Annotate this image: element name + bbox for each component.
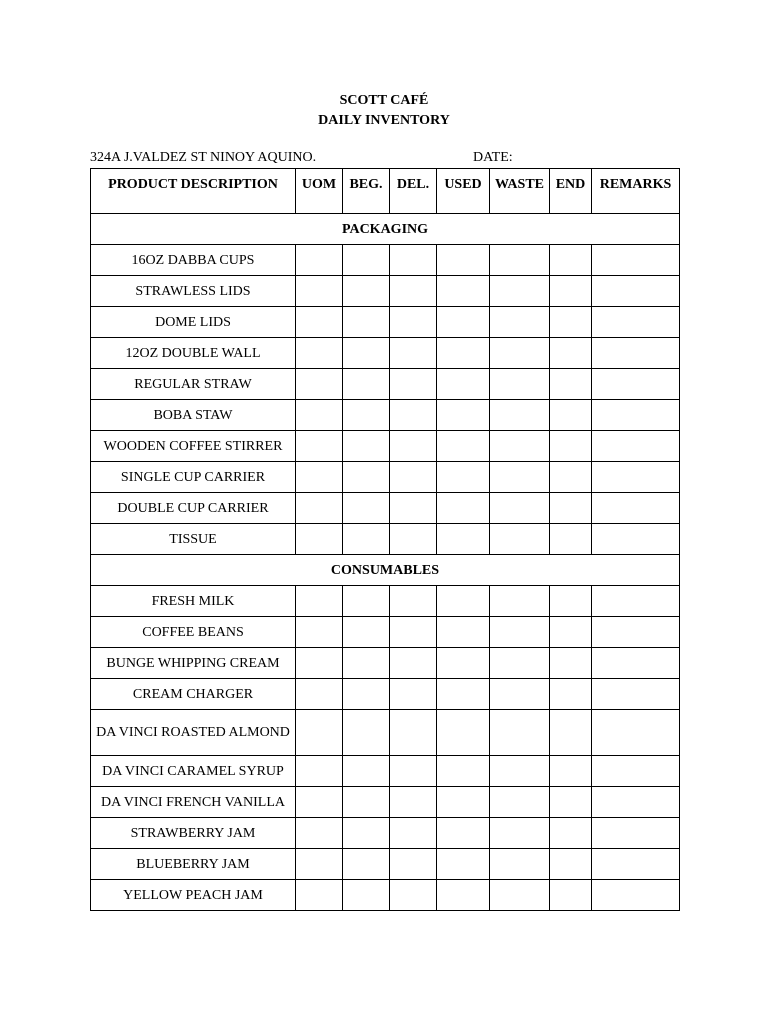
column-header-beg: BEG. bbox=[343, 169, 390, 214]
remarks-cell[interactable] bbox=[592, 617, 680, 648]
waste-cell[interactable] bbox=[490, 493, 550, 524]
product-description-cell: WOODEN COFFEE STIRRER bbox=[91, 431, 296, 462]
product-description-cell: BLUEBERRY JAM bbox=[91, 849, 296, 880]
product-description-cell: DOME LIDS bbox=[91, 307, 296, 338]
remarks-cell[interactable] bbox=[592, 462, 680, 493]
waste-cell[interactable] bbox=[490, 710, 550, 756]
used-cell[interactable] bbox=[437, 276, 490, 307]
uom-cell[interactable] bbox=[296, 710, 343, 756]
beg-cell[interactable] bbox=[343, 710, 390, 756]
uom-cell[interactable] bbox=[296, 880, 343, 911]
waste-cell[interactable] bbox=[490, 880, 550, 911]
waste-cell[interactable] bbox=[490, 338, 550, 369]
del-cell[interactable] bbox=[390, 524, 437, 555]
product-description-cell: DA VINCI ROASTED ALMOND bbox=[91, 710, 296, 756]
del-cell[interactable] bbox=[390, 679, 437, 710]
uom-cell[interactable] bbox=[296, 524, 343, 555]
used-cell[interactable] bbox=[437, 400, 490, 431]
remarks-cell[interactable] bbox=[592, 586, 680, 617]
table-row bbox=[91, 369, 680, 400]
end-cell[interactable] bbox=[550, 245, 592, 276]
waste-cell[interactable] bbox=[490, 849, 550, 880]
section-row bbox=[91, 555, 680, 586]
product-description-cell: TISSUE bbox=[91, 524, 296, 555]
del-cell[interactable] bbox=[390, 431, 437, 462]
product-description-cell: 12OZ DOUBLE WALL bbox=[91, 338, 296, 369]
del-cell[interactable] bbox=[390, 787, 437, 818]
column-header-del: DEL. bbox=[390, 169, 437, 214]
used-cell[interactable] bbox=[437, 849, 490, 880]
del-cell[interactable] bbox=[390, 493, 437, 524]
remarks-cell[interactable] bbox=[592, 756, 680, 787]
end-cell[interactable] bbox=[550, 880, 592, 911]
del-cell[interactable] bbox=[390, 338, 437, 369]
section-heading: PACKAGING bbox=[91, 214, 680, 245]
remarks-cell[interactable] bbox=[592, 787, 680, 818]
end-cell[interactable] bbox=[550, 818, 592, 849]
remarks-cell[interactable] bbox=[592, 493, 680, 524]
uom-cell[interactable] bbox=[296, 431, 343, 462]
end-cell[interactable] bbox=[550, 524, 592, 555]
section-heading: CONSUMABLES bbox=[91, 555, 680, 586]
product-description-cell: STRAWLESS LIDS bbox=[91, 276, 296, 307]
uom-cell[interactable] bbox=[296, 849, 343, 880]
column-header-uom: UOM bbox=[296, 169, 343, 214]
uom-cell[interactable] bbox=[296, 369, 343, 400]
remarks-cell[interactable] bbox=[592, 369, 680, 400]
end-cell[interactable] bbox=[550, 787, 592, 818]
product-description-cell: DA VINCI FRENCH VANILLA bbox=[91, 787, 296, 818]
product-description-cell: BUNGE WHIPPING CREAM bbox=[91, 648, 296, 679]
beg-cell[interactable] bbox=[343, 307, 390, 338]
uom-cell[interactable] bbox=[296, 462, 343, 493]
product-description-cell: REGULAR STRAW bbox=[91, 369, 296, 400]
product-description-cell: SINGLE CUP CARRIER bbox=[91, 462, 296, 493]
remarks-cell[interactable] bbox=[592, 524, 680, 555]
table-row bbox=[91, 338, 680, 369]
column-header-used: USED bbox=[437, 169, 490, 214]
beg-cell[interactable] bbox=[343, 493, 390, 524]
used-cell[interactable] bbox=[437, 493, 490, 524]
uom-cell[interactable] bbox=[296, 818, 343, 849]
used-cell[interactable] bbox=[437, 787, 490, 818]
beg-cell[interactable] bbox=[343, 756, 390, 787]
beg-cell[interactable] bbox=[343, 400, 390, 431]
uom-cell[interactable] bbox=[296, 756, 343, 787]
end-cell[interactable] bbox=[550, 431, 592, 462]
product-description-cell: DA VINCI CARAMEL SYRUP bbox=[91, 756, 296, 787]
product-description-cell: 16OZ DABBA CUPS bbox=[91, 245, 296, 276]
end-cell[interactable] bbox=[550, 307, 592, 338]
product-description-cell: BOBA STAW bbox=[91, 400, 296, 431]
table-row bbox=[91, 710, 680, 756]
beg-cell[interactable] bbox=[343, 787, 390, 818]
del-cell[interactable] bbox=[390, 586, 437, 617]
del-cell[interactable] bbox=[390, 400, 437, 431]
header-row bbox=[91, 169, 680, 214]
used-cell[interactable] bbox=[437, 648, 490, 679]
product-description-cell: DOUBLE CUP CARRIER bbox=[91, 493, 296, 524]
date-label: DATE: bbox=[473, 150, 513, 165]
remarks-cell[interactable] bbox=[592, 710, 680, 756]
beg-cell[interactable] bbox=[343, 617, 390, 648]
remarks-cell[interactable] bbox=[592, 400, 680, 431]
del-cell[interactable] bbox=[390, 756, 437, 787]
uom-cell[interactable] bbox=[296, 276, 343, 307]
del-cell[interactable] bbox=[390, 880, 437, 911]
used-cell[interactable] bbox=[437, 245, 490, 276]
product-description-cell: YELLOW PEACH JAM bbox=[91, 880, 296, 911]
end-cell[interactable] bbox=[550, 710, 592, 756]
del-cell[interactable] bbox=[390, 818, 437, 849]
uom-cell[interactable] bbox=[296, 307, 343, 338]
del-cell[interactable] bbox=[390, 849, 437, 880]
remarks-cell[interactable] bbox=[592, 431, 680, 462]
end-cell[interactable] bbox=[550, 617, 592, 648]
address: 324A J.VALDEZ ST NINOY AQUINO. bbox=[90, 150, 317, 165]
end-cell[interactable] bbox=[550, 276, 592, 307]
waste-cell[interactable] bbox=[490, 586, 550, 617]
end-cell[interactable] bbox=[550, 586, 592, 617]
waste-cell[interactable] bbox=[490, 787, 550, 818]
table-row bbox=[91, 648, 680, 679]
used-cell[interactable] bbox=[437, 307, 490, 338]
remarks-cell[interactable] bbox=[592, 648, 680, 679]
end-cell[interactable] bbox=[550, 493, 592, 524]
used-cell[interactable] bbox=[437, 586, 490, 617]
waste-cell[interactable] bbox=[490, 524, 550, 555]
column-header-waste: WASTE bbox=[490, 169, 550, 214]
beg-cell[interactable] bbox=[343, 524, 390, 555]
end-cell[interactable] bbox=[550, 679, 592, 710]
product-description-cell: STRAWBERRY JAM bbox=[91, 818, 296, 849]
used-cell[interactable] bbox=[437, 880, 490, 911]
table-row bbox=[91, 493, 680, 524]
del-cell[interactable] bbox=[390, 462, 437, 493]
inventory-table bbox=[90, 168, 680, 911]
used-cell[interactable] bbox=[437, 462, 490, 493]
del-cell[interactable] bbox=[390, 710, 437, 756]
uom-cell[interactable] bbox=[296, 648, 343, 679]
product-description-cell: FRESH MILK bbox=[91, 586, 296, 617]
uom-cell[interactable] bbox=[296, 617, 343, 648]
table-row bbox=[91, 400, 680, 431]
table-row bbox=[91, 880, 680, 911]
table-row bbox=[91, 787, 680, 818]
end-cell[interactable] bbox=[550, 369, 592, 400]
table-row bbox=[91, 245, 680, 276]
table-row bbox=[91, 524, 680, 555]
column-header-product-description: PRODUCT DESCRIPTION bbox=[91, 169, 296, 214]
end-cell[interactable] bbox=[550, 849, 592, 880]
table-row bbox=[91, 818, 680, 849]
document-subtitle: DAILY INVENTORY bbox=[318, 113, 450, 128]
end-cell[interactable] bbox=[550, 400, 592, 431]
waste-cell[interactable] bbox=[490, 245, 550, 276]
table-row bbox=[91, 276, 680, 307]
column-header-end: END bbox=[550, 169, 592, 214]
waste-cell[interactable] bbox=[490, 462, 550, 493]
end-cell[interactable] bbox=[550, 462, 592, 493]
beg-cell[interactable] bbox=[343, 818, 390, 849]
del-cell[interactable] bbox=[390, 369, 437, 400]
beg-cell[interactable] bbox=[343, 849, 390, 880]
remarks-cell[interactable] bbox=[592, 245, 680, 276]
waste-cell[interactable] bbox=[490, 679, 550, 710]
uom-cell[interactable] bbox=[296, 245, 343, 276]
del-cell[interactable] bbox=[390, 617, 437, 648]
end-cell[interactable] bbox=[550, 338, 592, 369]
uom-cell[interactable] bbox=[296, 338, 343, 369]
remarks-cell[interactable] bbox=[592, 880, 680, 911]
waste-cell[interactable] bbox=[490, 648, 550, 679]
beg-cell[interactable] bbox=[343, 276, 390, 307]
table-row bbox=[91, 679, 680, 710]
waste-cell[interactable] bbox=[490, 400, 550, 431]
beg-cell[interactable] bbox=[343, 431, 390, 462]
table-row bbox=[91, 586, 680, 617]
remarks-cell[interactable] bbox=[592, 276, 680, 307]
used-cell[interactable] bbox=[437, 617, 490, 648]
del-cell[interactable] bbox=[390, 648, 437, 679]
section-row bbox=[91, 214, 680, 245]
del-cell[interactable] bbox=[390, 245, 437, 276]
used-cell[interactable] bbox=[437, 756, 490, 787]
remarks-cell[interactable] bbox=[592, 679, 680, 710]
table-row bbox=[91, 462, 680, 493]
used-cell[interactable] bbox=[437, 431, 490, 462]
waste-cell[interactable] bbox=[490, 307, 550, 338]
uom-cell[interactable] bbox=[296, 679, 343, 710]
used-cell[interactable] bbox=[437, 338, 490, 369]
column-header-remarks: REMARKS bbox=[592, 169, 680, 214]
beg-cell[interactable] bbox=[343, 369, 390, 400]
product-description-cell: CREAM CHARGER bbox=[91, 679, 296, 710]
used-cell[interactable] bbox=[437, 369, 490, 400]
uom-cell[interactable] bbox=[296, 586, 343, 617]
beg-cell[interactable] bbox=[343, 880, 390, 911]
del-cell[interactable] bbox=[390, 307, 437, 338]
table-row bbox=[91, 617, 680, 648]
uom-cell[interactable] bbox=[296, 493, 343, 524]
document-title: SCOTT CAFÉ bbox=[339, 93, 429, 108]
beg-cell[interactable] bbox=[343, 648, 390, 679]
beg-cell[interactable] bbox=[343, 462, 390, 493]
table-body bbox=[91, 214, 680, 911]
waste-cell[interactable] bbox=[490, 617, 550, 648]
waste-cell[interactable] bbox=[490, 276, 550, 307]
remarks-cell[interactable] bbox=[592, 307, 680, 338]
waste-cell[interactable] bbox=[490, 369, 550, 400]
uom-cell[interactable] bbox=[296, 787, 343, 818]
remarks-cell[interactable] bbox=[592, 818, 680, 849]
remarks-cell[interactable] bbox=[592, 849, 680, 880]
waste-cell[interactable] bbox=[490, 756, 550, 787]
table-row bbox=[91, 849, 680, 880]
beg-cell[interactable] bbox=[343, 679, 390, 710]
table-row bbox=[91, 431, 680, 462]
waste-cell[interactable] bbox=[490, 818, 550, 849]
beg-cell[interactable] bbox=[343, 338, 390, 369]
used-cell[interactable] bbox=[437, 710, 490, 756]
end-cell[interactable] bbox=[550, 648, 592, 679]
used-cell[interactable] bbox=[437, 818, 490, 849]
del-cell[interactable] bbox=[390, 276, 437, 307]
end-cell[interactable] bbox=[550, 756, 592, 787]
product-description-cell: COFFEE BEANS bbox=[91, 617, 296, 648]
beg-cell[interactable] bbox=[343, 586, 390, 617]
used-cell[interactable] bbox=[437, 524, 490, 555]
remarks-cell[interactable] bbox=[592, 338, 680, 369]
beg-cell[interactable] bbox=[343, 245, 390, 276]
table-row bbox=[91, 307, 680, 338]
table-row bbox=[91, 756, 680, 787]
used-cell[interactable] bbox=[437, 679, 490, 710]
waste-cell[interactable] bbox=[490, 431, 550, 462]
uom-cell[interactable] bbox=[296, 400, 343, 431]
